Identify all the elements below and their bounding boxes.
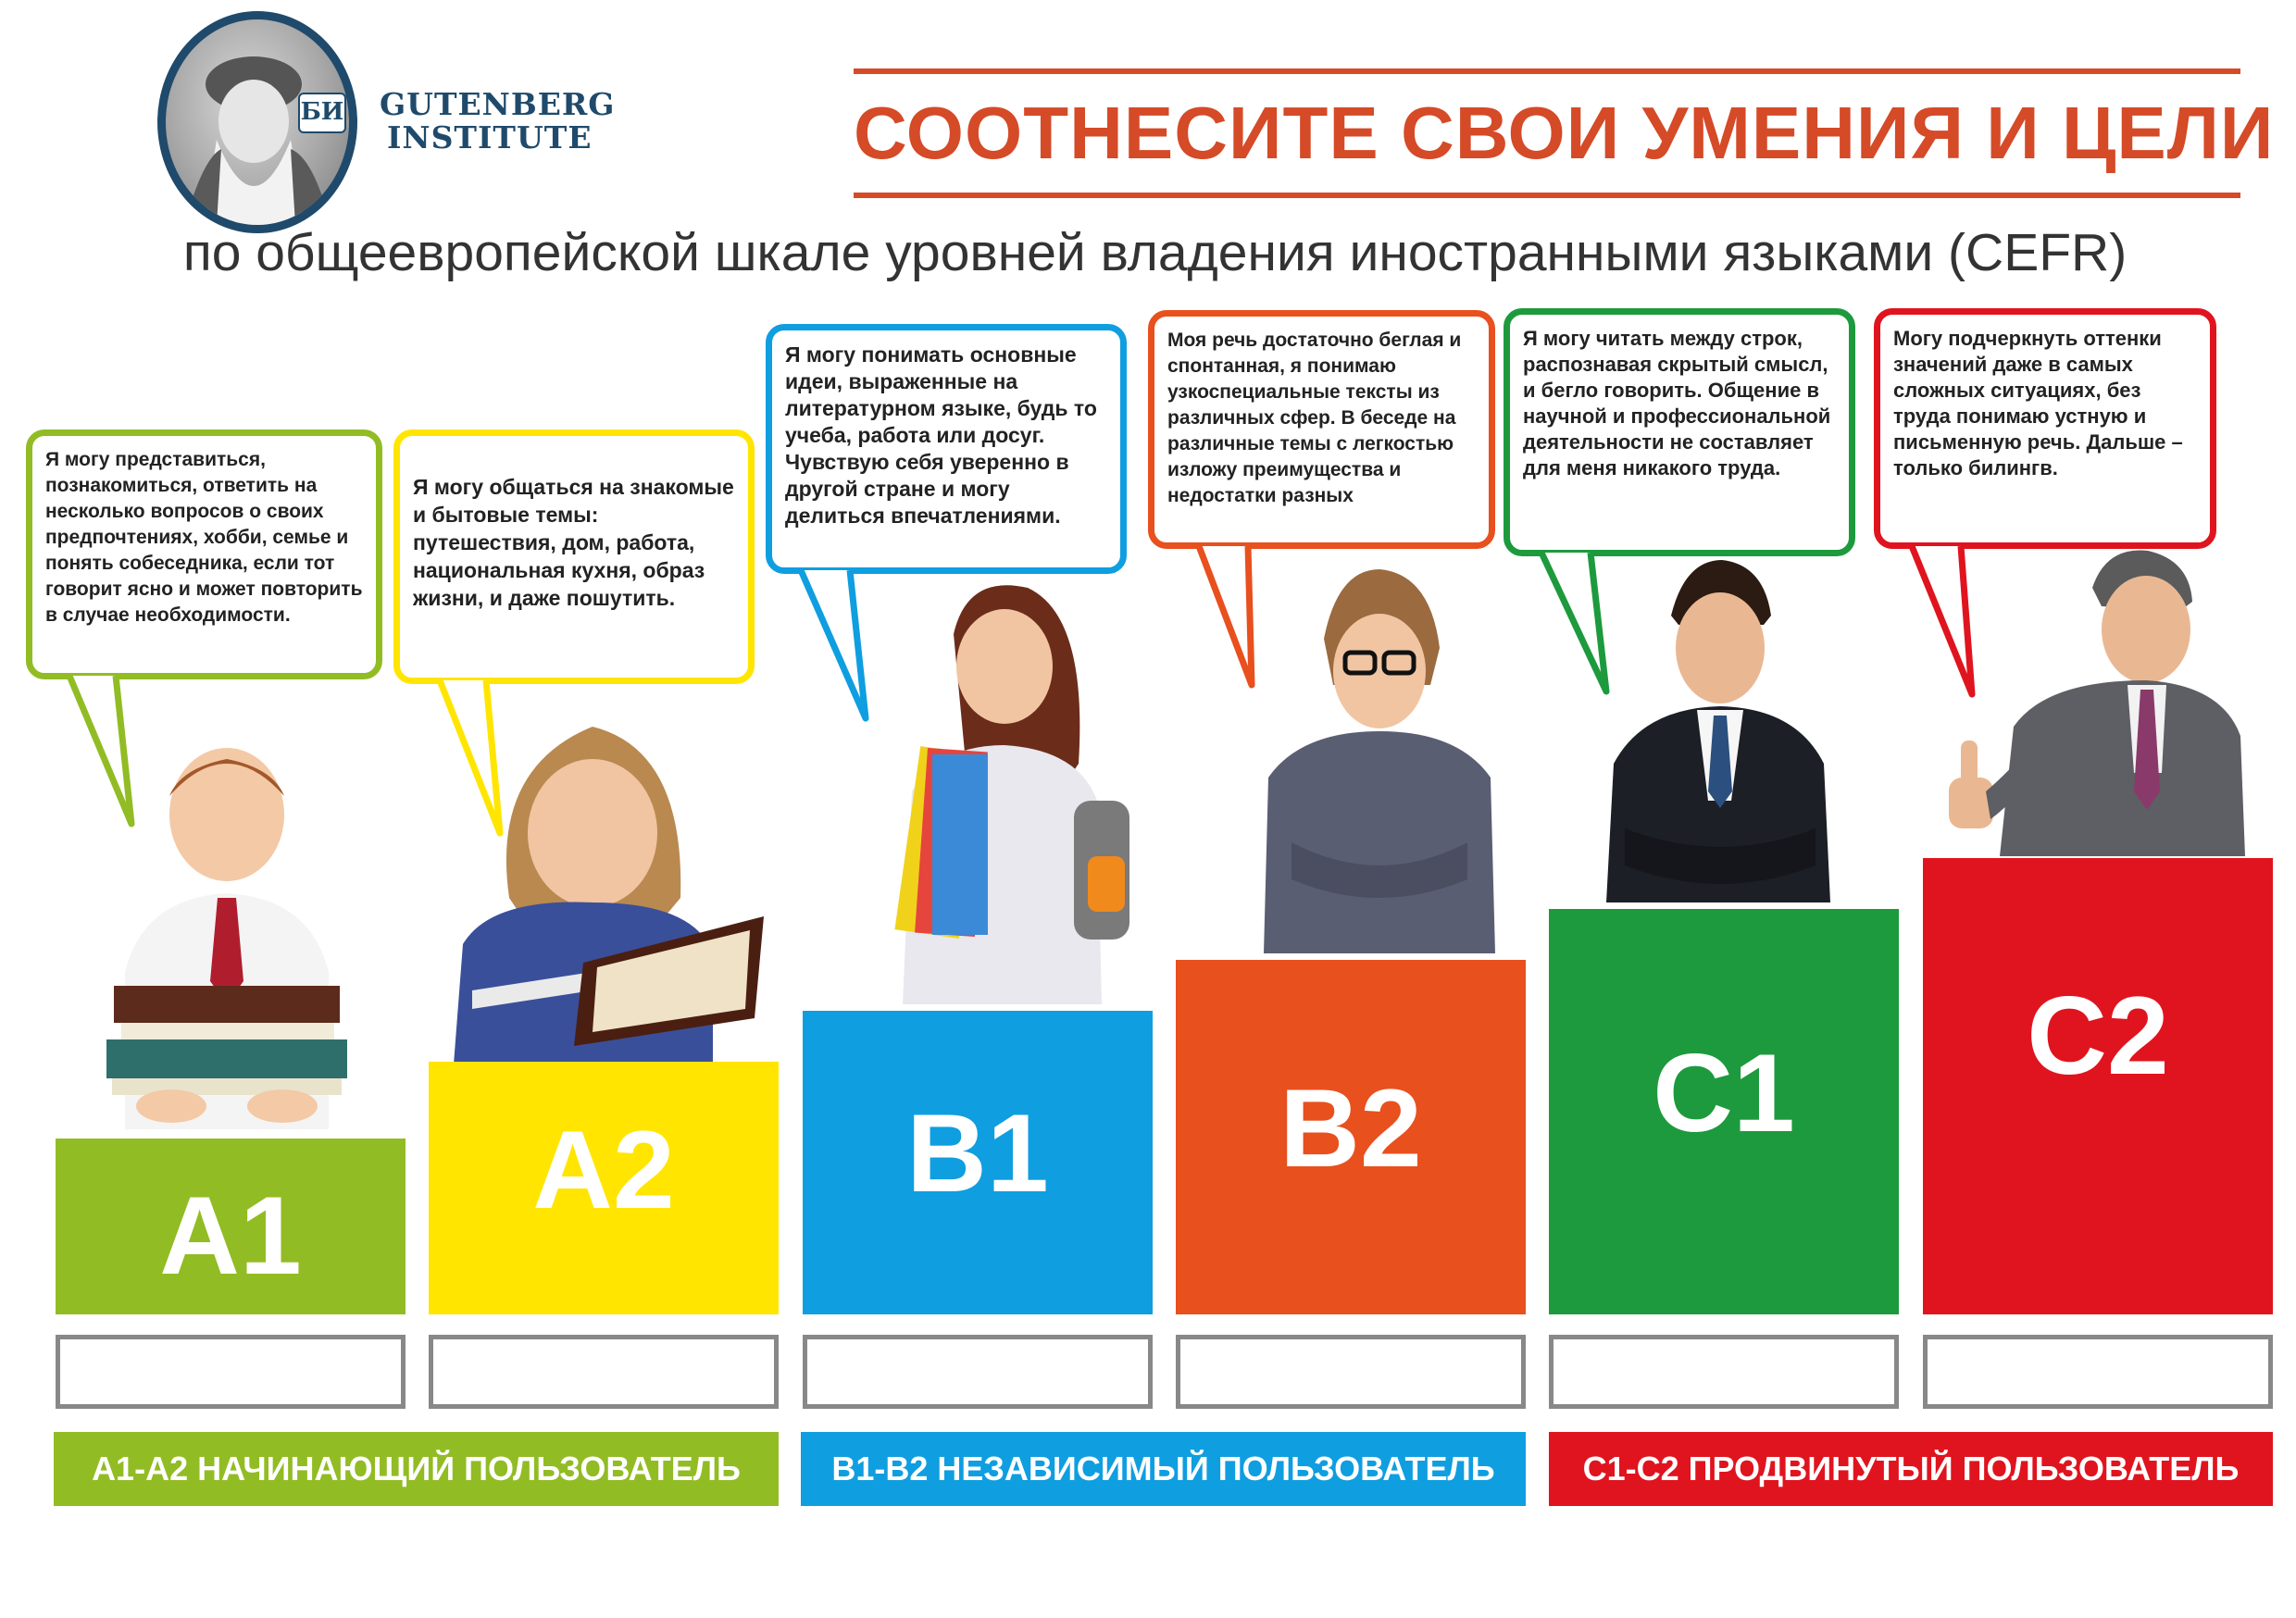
category-basic-user: А1-А2 НАЧИНАЮЩИЙ ПОЛЬЗОВАТЕЛЬ <box>54 1432 779 1506</box>
blank-box-a2 <box>429 1335 779 1409</box>
title-rule-bottom <box>854 193 2240 198</box>
person-businessman <box>1597 560 1838 902</box>
person-businessman-thumbs-up <box>1935 551 2250 856</box>
category-independent-user: В1-В2 НЕЗАВИСИМЫЙ ПОЛЬЗОВАТЕЛЬ <box>801 1432 1526 1506</box>
person-boy-with-books <box>88 741 366 1129</box>
level-block-a2: A2 <box>429 1062 779 1314</box>
page-title: СООТНЕСИТЕ СВОИ УМЕНИЯ И ЦЕЛИ <box>854 92 2275 174</box>
bubble-text-b1: Я могу понимать основные идеи, выраженные на литературном языке, будь то учеба, работа или досуг. Чувствую себя уверенно в другой стране и могу делиться впечатлениями. <box>785 342 1097 528</box>
blank-box-c2 <box>1923 1335 2273 1409</box>
blank-box-a1 <box>56 1335 406 1409</box>
blank-box-b1 <box>803 1335 1153 1409</box>
level-block-a1: A1 <box>56 1139 406 1314</box>
speech-bubble-c2 <box>1874 308 2216 549</box>
speech-bubble-b2 <box>1148 310 1495 549</box>
person-girl-with-book <box>435 713 768 1064</box>
logo-line-2: INSTITUTE <box>387 119 593 156</box>
blank-box-b2 <box>1176 1335 1526 1409</box>
bubble-text-b2: Моя речь достаточно беглая и спонтанная, я понимаю узкоспециальные тексты из различных сфер. В беседе на различные темы с легкостью изложу преимущества и недостатки разных <box>1167 330 1462 506</box>
level-block-b1: B1 <box>803 1011 1153 1314</box>
logo-initials: БИ <box>298 93 346 133</box>
bubble-text-c1: Я могу читать между строк, распознавая скрытый смысл, и бегло говорить. Общение в научной и профессиональной деятельности не составляет для меня никакого труда. <box>1523 327 1831 479</box>
bubble-text-a2: Я могу общаться на знакомые и бытовые темы: путешествия, дом, работа, национальная кухня, образ жизни, и даже пошутить. <box>413 475 734 610</box>
speech-bubble-c1 <box>1504 308 1855 556</box>
person-student-with-folders <box>866 579 1134 1004</box>
logo-line-1: GUTENBERG <box>380 86 616 122</box>
title-rule-top <box>854 68 2240 74</box>
level-block-b2: B2 <box>1176 960 1526 1314</box>
category-proficient-user: С1-С2 ПРОДВИНУТЫЙ ПОЛЬЗОВАТЕЛЬ <box>1549 1432 2273 1506</box>
page-subtitle: по общеевропейской шкале уровней владения иностранными языками (CEFR) <box>182 223 2128 282</box>
bubble-text-c2: Могу подчеркнуть оттенки значений даже в самых сложных ситуациях, без труда понимаю устную и письменную речь. Дальше – только билингв. <box>1893 327 2183 479</box>
logo-wordmark <box>380 86 616 156</box>
speech-bubble-a1 <box>26 429 382 679</box>
speech-bubble-a2 <box>393 429 755 684</box>
bubble-text-a1: Я могу представиться, познакомиться, ответить на несколько вопросов о своих предпочтениях, хобби, семье и понять собеседника, если тот говорит ясно и может повторить в случае необходимости. <box>45 449 363 626</box>
level-block-c2: C2 <box>1923 858 2273 1314</box>
speech-bubble-b1 <box>766 324 1127 574</box>
person-woman-with-glasses <box>1245 565 1504 953</box>
blank-box-c1 <box>1549 1335 1899 1409</box>
level-block-c1: C1 <box>1549 909 1899 1314</box>
